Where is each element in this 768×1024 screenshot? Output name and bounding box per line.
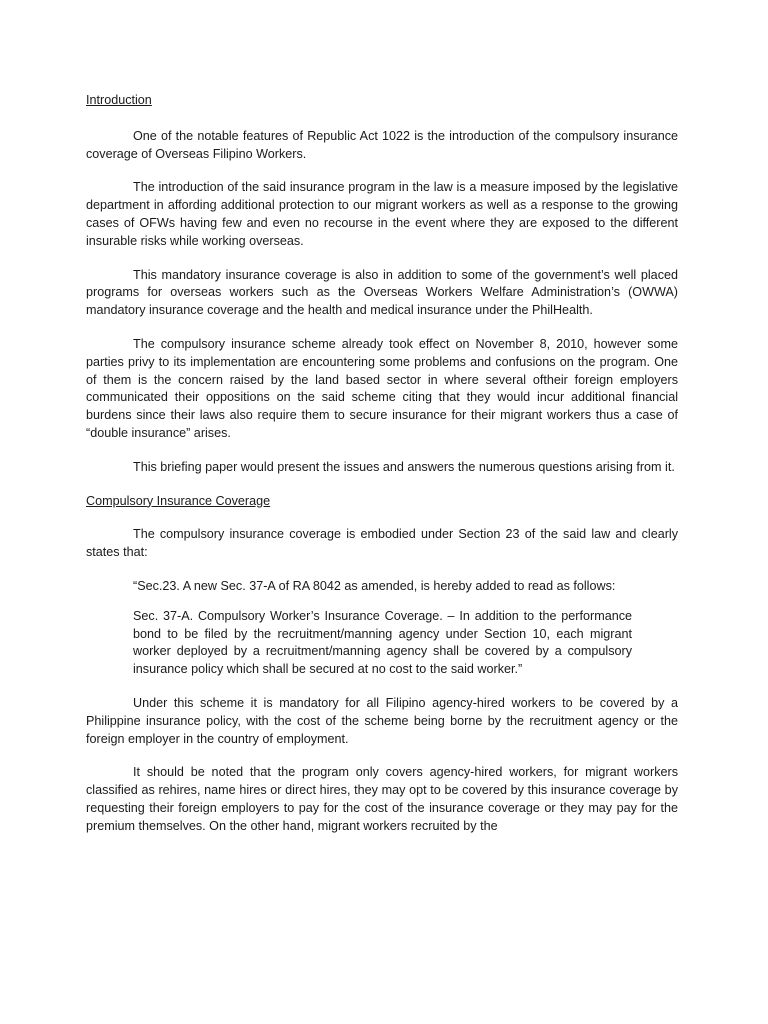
- paragraph-7: Under this scheme it is mandatory for all Filipino agency-hired workers to be covered by a Philippine insurance policy, with the cost of the scheme being borne by the recruitment agency or the foreign employer in the country of employment.: [86, 695, 678, 746]
- paragraph-6: The compulsory insurance coverage is embodied under Section 23 of the said law and clearly states that:: [86, 527, 678, 560]
- quote-intro: “Sec.23. A new Sec. 37-A of RA 8042 as amended, is hereby added to read as follows:: [133, 578, 616, 593]
- paragraph-2: The introduction of the said insurance program in the law is a measure imposed by the legislative department in affording additional protection to our migrant workers as well as a response to the growing cases of OFWs having few and even no recourse in the event where they are exposed to the different insurable risks while working overseas.: [86, 180, 678, 248]
- paragraph-4: The compulsory insurance scheme already took effect on November 8, 2010, however some parties privy to its implementation are encountering some problems and confusions on the program. One of them is the concern raised by the land based sector in where several oftheir foreign employers communicated their oppositions on the said scheme citing that they would incur additional financial burdens since their laws also require them to secure insurance for their migrant workers thus a case of “double insurance” arises.: [86, 336, 678, 440]
- paragraph-1: One of the notable features of Republic Act 1022 is the introduction of the compulsory insurance coverage of Overseas Filipino Workers.: [86, 128, 678, 161]
- section-title-compulsory-insurance: Compulsory Insurance Coverage: [86, 493, 271, 508]
- section-title-introduction: Introduction: [86, 93, 152, 107]
- paragraph-5: This briefing paper would present the issues and answers the numerous questions arising from it.: [133, 459, 675, 474]
- paragraph-8: It should be noted that the program only covers agency-hired workers, for migrant workers classified as rehires, name hires or direct hires, they may opt to be covered by this insurance coverage by requesting their foreign employers to pay for the cost of the insurance coverage or they may pay for the premium themselves. On the other hand, migrant workers recruited by the: [86, 765, 678, 833]
- document-body: [86, 92, 678, 852]
- quote-section-37a: Sec. 37-A. Compulsory Worker’s Insurance Coverage. – In addition to the performance bond to be filed by the recruitment/manning agency under Section 10, each migrant worker deployed by a recruitment/manning agency shall be covered by a compulsory insurance policy which shall be secured at no cost to the said worker.”: [133, 608, 632, 677]
- paragraph-3: This mandatory insurance coverage is also in addition to some of the government’s well placed programs for overseas workers such as the Overseas Workers Welfare Administration’s (OWWA) mandatory insurance coverage and the health and medical insurance under the PhilHealth.: [86, 267, 678, 318]
